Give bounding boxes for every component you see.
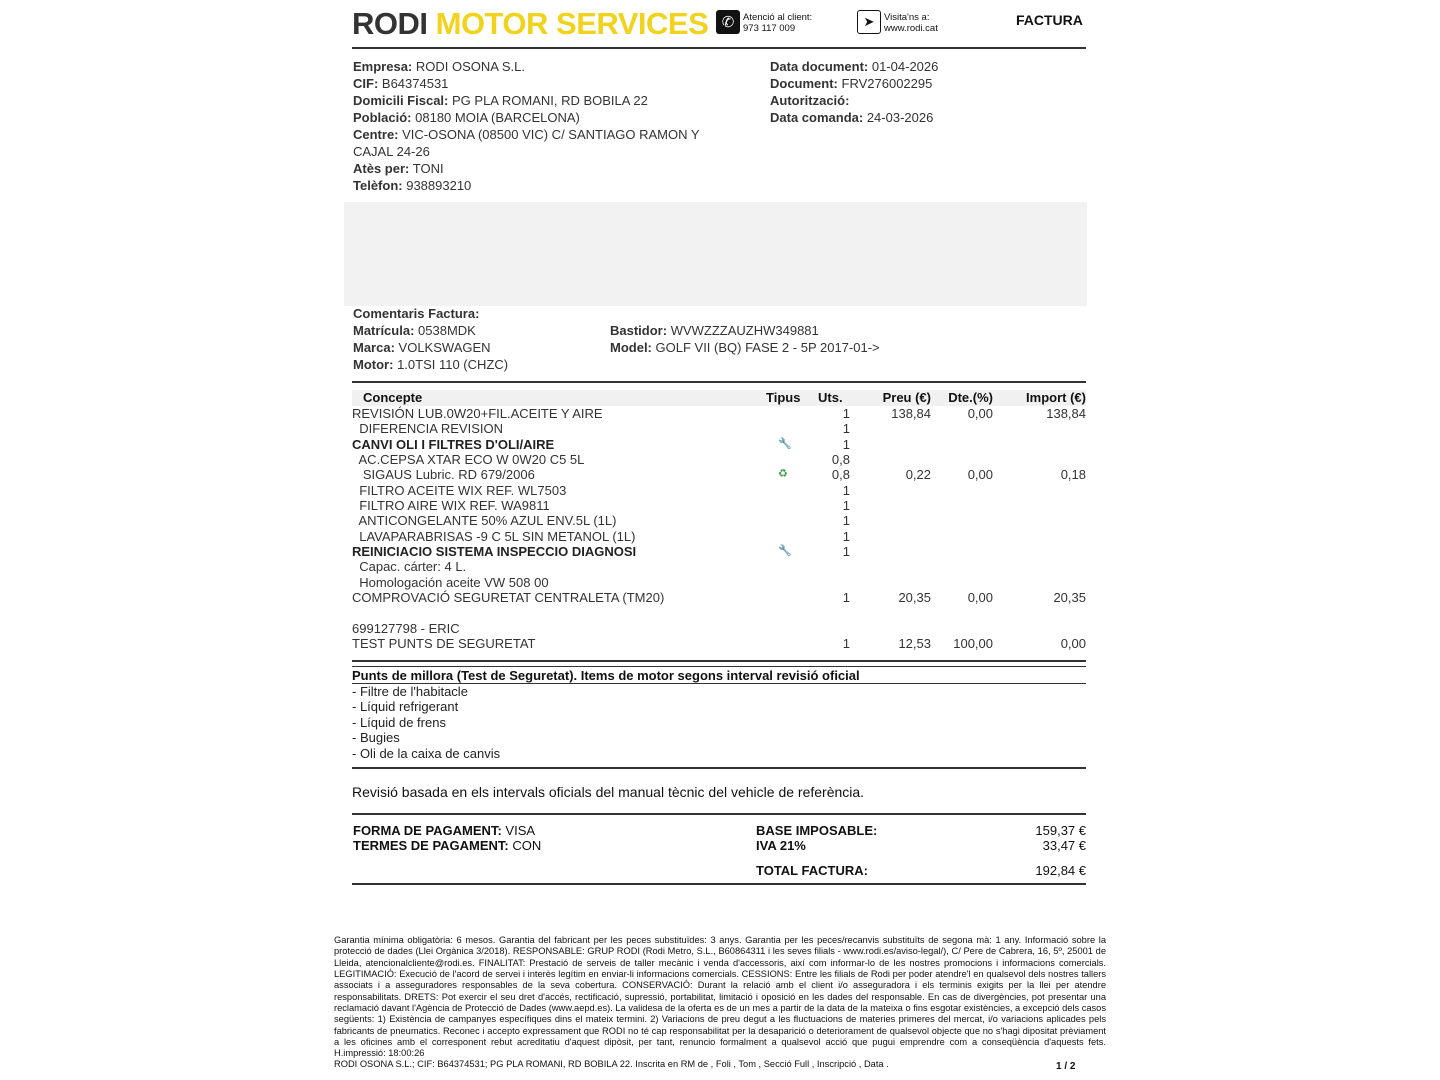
- vehicle-info: [353, 305, 613, 373]
- table-row: [352, 483, 1086, 498]
- data-comanda-value: 24-03-2026: [866, 110, 934, 125]
- telefon-value: 938893210: [406, 178, 472, 193]
- item-units: 1: [842, 406, 850, 421]
- total-label: TOTAL FACTURA:: [756, 863, 868, 878]
- table-row: [352, 498, 1086, 513]
- payment-top-divider: [352, 813, 1086, 815]
- table-row: [352, 467, 1086, 482]
- table-row: [352, 590, 1086, 605]
- cursor-icon: ➤: [857, 10, 881, 34]
- iva-label: IVA 21%: [756, 838, 806, 853]
- logo-motor-services-text: MOTOR SERVICES: [435, 6, 709, 41]
- marca-value: VOLKSWAGEN: [398, 340, 491, 355]
- table-row: [352, 605, 1086, 620]
- web-block: [884, 12, 938, 34]
- web-label: Visita'ns a:: [884, 12, 930, 23]
- legal-text: Garantia mínima obligatòria: 6 mesos. Garantia del fabricant per les peces substituïdes: 3 anys. Garantia per les peces/recanvis substituïts de segona mà: 1 any. Informació sobre la protecció de dades (Llei Orgànica 3/2018). RESPONSABLE: GRUP RODI (Rodi Metro, S.L., B60864311 i les seves filials - www.rodi.es/aviso-legal/), C/ Pere de Cabrera, 16, 5º, 25001 de Lleida, atencionalcliente@rodi.es. FINALITAT: Prestació de serveis de taller mecànic i venda d'accessoris, així com informar-lo de les nostres promocions i informacions comercials. LEGITIMACIÓ: Execució de l'acord de servei i interès legítim en enviar-li informacions comercials. CESSIONS: Entre les filials de Rodi per poder atendre'l en qualsevol dels nostres tallers associats i a asseguradores responsables de la seva cobertura. CONSERVACIÓ: Durant la relació amb el client i/o asseguradora i els terminis exigits per la llei per atendre responsabilitats. DRETS: Pot exercir el seu dret d'accés, rectificació, supressió, portabilitat, limitació i oposició en les dades del responsable. En cas de divergències, pot presentar una reclamació davant l'Agència de Protecció de Dades (www.aepd.es). La validesa de la oferta es de un mes a partir de la data de la mateixa o fins esgotar existències, a excepció dels casos següents: 1) Existència de campanyes específiques dins el mateix termini. 2) Variacions de preu degut a les fluctuacions de materies primeres del mercat, i/o variacions aplicades pels fabricants de pneumatics. Reconec i accepto expressament que RODI no té cap responsabilitat per la desaparició o deteriorament de qualsevol objecte que no s'hagi dipositat prèviament a les oficines amb el corresponent rebut acreditatiu d'aquest dipòsit, per tant, renuncio formalment a qualsevol acció que pugui emprendre com a conseqüència d'aquests fets. H.impressió: 18:00:26: [334, 935, 1106, 1059]
- bastidor-value: WVWZZZAUZHW349881: [670, 323, 819, 338]
- page-number: 1 / 2: [1056, 1061, 1076, 1072]
- domicili-label: Domicili Fiscal:: [353, 93, 449, 108]
- punts-bottom-divider: [352, 767, 1086, 769]
- termes-pagament: [353, 838, 541, 853]
- item-description: REVISIÓN LUB.0W20+FIL.ACEITE Y AIRE: [352, 406, 603, 421]
- col-tipus: Tipus: [766, 390, 801, 405]
- base-value: 159,37 €: [1035, 823, 1086, 838]
- punts-item: - Oli de la caixa de canvis: [352, 746, 501, 761]
- item-price: 0,22: [905, 467, 931, 483]
- item-discount: 0,00: [967, 406, 993, 421]
- item-units: 1: [842, 528, 850, 544]
- document-info: [770, 58, 1080, 126]
- centre-label: Centre:: [353, 127, 399, 142]
- item-description: DIFERENCIA REVISION: [352, 421, 503, 437]
- table-row: [352, 437, 1086, 452]
- empresa-value: RODI OSONA S.L.: [415, 59, 525, 74]
- item-discount: 0,00: [967, 589, 993, 605]
- contact-label: Atenció al client:: [743, 12, 813, 23]
- contact-block: [743, 12, 812, 34]
- punts-item: - Bugies: [352, 730, 400, 745]
- punts-item: - Líquid de frens: [352, 715, 446, 730]
- item-units: 1: [842, 635, 850, 651]
- base-label: BASE IMPOSABLE:: [756, 823, 878, 838]
- rodi-logo: [352, 6, 708, 42]
- item-description: REINICIACIO SISTEMA INSPECCIO DIAGNOSI: [352, 543, 637, 559]
- marca-label: Marca:: [353, 340, 395, 355]
- ates-value: TONI: [412, 161, 444, 176]
- matricula-value: 0538MDK: [418, 323, 476, 338]
- item-description: AC.CEPSA XTAR ECO W 0W20 C5 5L: [352, 451, 585, 467]
- poblacio-value: 08180 MOIA (BARCELONA): [415, 110, 580, 125]
- comentaris-label: Comentaris Factura:: [353, 306, 480, 321]
- col-concepte: Concepte: [363, 390, 423, 405]
- item-units: 1: [842, 421, 850, 437]
- termes-value: CON: [512, 838, 542, 853]
- item-description: CANVI OLI I FILTRES D'OLI/AIRE: [352, 436, 555, 452]
- col-preu: Preu (€): [882, 390, 931, 405]
- table-row: [352, 621, 1086, 636]
- item-units: 1: [842, 436, 850, 452]
- forma-value: VISA: [505, 823, 536, 838]
- data-document-value: 01-04-2026: [871, 59, 939, 74]
- item-import: 0,18: [1060, 467, 1086, 483]
- totals-bottom-divider: [352, 883, 1086, 885]
- motor-label: Motor:: [353, 357, 394, 372]
- table-row: [352, 636, 1086, 651]
- item-description: FILTRO ACEITE WIX REF. WL7503: [352, 482, 567, 498]
- table-row: [352, 513, 1086, 528]
- item-description: LAVAPARABRISAS -9 C 5L SIN METANOL (1L): [352, 528, 636, 544]
- item-description: Homologación aceite VW 508 00: [352, 574, 549, 590]
- item-description: SIGAUS Lubric. RD 679/2006: [352, 467, 535, 483]
- item-description: 699127798 - ERIC: [352, 620, 460, 636]
- table-header: [352, 390, 1086, 406]
- forma-label: FORMA DE PAGAMENT:: [353, 823, 502, 838]
- item-discount: 0,00: [967, 467, 993, 483]
- punts-item: - Líquid refrigerant: [352, 699, 459, 714]
- table-row: [352, 544, 1086, 559]
- header-divider: [352, 47, 1086, 49]
- data-comanda-label: Data comanda:: [770, 110, 864, 125]
- item-units: 0,8: [831, 451, 850, 467]
- item-import: 0,00: [1060, 635, 1086, 651]
- item-units: 1: [842, 543, 850, 559]
- telefon-label: Telèfon:: [353, 178, 403, 193]
- phone-icon: ✆: [716, 10, 740, 34]
- table-bottom-divider: [352, 660, 1086, 662]
- bastidor-label: Bastidor:: [610, 323, 668, 338]
- punts-title: Punts de millora (Test de Seguretat). Items de motor segons interval revisió oficial: [352, 668, 860, 683]
- company-registry-line: RODI OSONA S.L.; CIF: B64374531; PG PLA ROMANI, RD BOBILA 22. Inscrita en RM de , Foli , Tom , Secció Full , Inscripció , Data .: [334, 1059, 889, 1069]
- table-row: [352, 559, 1086, 574]
- item-import: 20,35: [1053, 589, 1086, 605]
- item-price: 138,84: [891, 406, 931, 421]
- item-units: 1: [842, 589, 850, 605]
- domicili-value: PG PLA ROMANI, RD BOBILA 22: [452, 93, 648, 108]
- motor-value: 1.0TSI 110 (CHZC): [397, 357, 509, 372]
- termes-label: TERMES DE PAGAMENT:: [353, 838, 509, 853]
- vehicle-info-right: [610, 322, 1010, 356]
- table-row: [352, 452, 1086, 467]
- forma-pagament: [353, 823, 535, 838]
- total-value: 192,84 €: [1035, 863, 1086, 878]
- model-label: Model:: [610, 340, 652, 355]
- web-url[interactable]: www.rodi.cat: [884, 23, 938, 34]
- punts-top-line: [352, 666, 1086, 667]
- logo-rodi-text: RODI: [352, 6, 428, 41]
- cif-value: B64374531: [381, 76, 449, 91]
- cif-label: CIF:: [353, 76, 379, 91]
- address-placeholder-box: [344, 202, 1087, 306]
- data-document-label: Data document:: [770, 59, 869, 74]
- item-description: FILTRO AIRE WIX REF. WA9811: [352, 497, 550, 513]
- ates-label: Atès per:: [353, 161, 410, 176]
- model-value: GOLF VII (BQ) FASE 2 - 5P 2017-01->: [655, 340, 880, 355]
- document-type: FACTURA: [1016, 12, 1083, 28]
- item-import: 138,84: [1046, 406, 1086, 421]
- item-description: TEST PUNTS DE SEGURETAT: [352, 635, 536, 651]
- iva-value: 33,47 €: [1042, 838, 1086, 853]
- item-description: COMPROVACIÓ SEGURETAT CENTRALETA (TM20): [352, 589, 665, 605]
- col-dte: Dte.(%): [948, 390, 993, 405]
- item-description: Capac. cárter: 4 L.: [352, 559, 467, 575]
- table-top-divider: [352, 381, 1086, 383]
- contact-phone[interactable]: 973 117 009: [743, 23, 796, 34]
- table-row: [352, 406, 1086, 421]
- wrench-icon: 🔧: [778, 544, 792, 557]
- centre-value-line2: CAJAL 24-26: [353, 144, 430, 159]
- company-info: [353, 58, 733, 194]
- matricula-label: Matrícula:: [353, 323, 415, 338]
- document-number-label: Document:: [770, 76, 838, 91]
- table-row: [352, 575, 1086, 590]
- revisio-note: Revisió basada en els intervals oficials del manual tècnic del vehicle de referència.: [352, 784, 865, 800]
- col-uts: Uts.: [818, 390, 843, 405]
- item-units: 1: [842, 513, 850, 529]
- wrench-icon: 🔧: [778, 437, 792, 450]
- item-units: 1: [842, 482, 850, 498]
- col-import: Import (€): [1026, 390, 1086, 405]
- item-price: 20,35: [898, 589, 931, 605]
- item-price: 12,53: [898, 635, 931, 651]
- recycle-icon: ♻: [778, 468, 788, 481]
- autoritzacio-label: Autorització:: [770, 93, 850, 108]
- table-row: [352, 529, 1086, 544]
- centre-value-line1: VIC-OSONA (08500 VIC) C/ SANTIAGO RAMON Y: [398, 127, 700, 142]
- item-discount: 100,00: [953, 635, 993, 651]
- item-units: 1: [842, 497, 850, 513]
- punts-item: - Filtre de l'habitacle: [352, 684, 468, 699]
- document-number-value: FRV276002295: [841, 76, 933, 91]
- table-row: [352, 421, 1086, 436]
- item-units: 0,8: [831, 467, 850, 483]
- empresa-label: Empresa:: [353, 59, 413, 74]
- poblacio-label: Població:: [353, 110, 412, 125]
- item-description: ANTICONGELANTE 50% AZUL ENV.5L (1L): [352, 513, 617, 529]
